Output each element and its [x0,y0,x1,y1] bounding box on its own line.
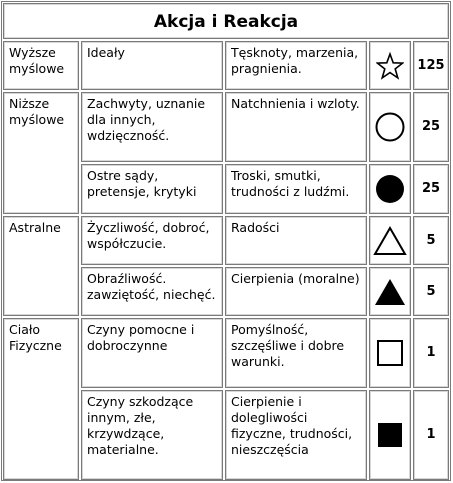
value-cell: 1 [413,390,449,480]
action-cell: Czyny pomocne i dobroczynne [81,318,223,388]
reaction-cell: Tęsknoty, marzenia, pragnienia. [225,41,367,90]
level-cell: Wyższe myślowe [3,41,79,90]
symbol-cell [369,390,411,480]
reaction-cell: Radości [225,216,367,265]
action-cell: Czyny szkodzące innym, złe, krzywdzące, materialne. [81,390,223,480]
triangle-filled-icon [373,277,407,307]
action-cell: Zachwyty, uznanie dla innych, wdzięczność. [81,92,223,162]
symbol-cell [369,267,411,316]
value-cell: 25 [413,92,449,162]
symbol-cell [369,92,411,162]
value-cell: 25 [413,164,449,214]
level-cell: Astralne [3,216,79,316]
value-cell: 1 [413,318,449,388]
triangle-outline-icon [373,226,407,256]
action-cell: Obraźliwość. zawziętość, niechęć. [81,267,223,316]
action-cell: Ostre sądy, pretensje, krytyki [81,164,223,214]
action-cell: Życzliwość, dobroć, współczucie. [81,216,223,265]
table-title: Akcja i Reakcja [3,3,449,39]
reaction-cell: Natchnienia i wzloty. [225,92,367,162]
symbol-cell [369,164,411,214]
star-icon [376,52,404,80]
circle-filled-icon [374,173,406,205]
square-filled-icon [376,421,404,449]
symbol-cell [369,216,411,265]
reaction-cell: Troski, smutki, trudności z ludźmi. [225,164,367,214]
square-outline-icon [376,339,404,367]
level-cell: Niższe myślowe [3,92,79,214]
action-cell: Ideały [81,41,223,90]
reaction-cell: Cierpienia (moralne) [225,267,367,316]
symbol-cell [369,318,411,388]
reaction-cell: Cierpienie i dolegliwości fizyczne, trudności, nieszczęścia [225,390,367,480]
value-cell: 125 [413,41,449,90]
value-cell: 5 [413,267,449,316]
value-cell: 5 [413,216,449,265]
level-cell: Ciało Fizyczne [3,318,79,480]
symbol-cell [369,41,411,90]
circle-outline-icon [374,111,406,143]
reaction-cell: Pomyślność, szczęśliwe i dobre warunki. [225,318,367,388]
